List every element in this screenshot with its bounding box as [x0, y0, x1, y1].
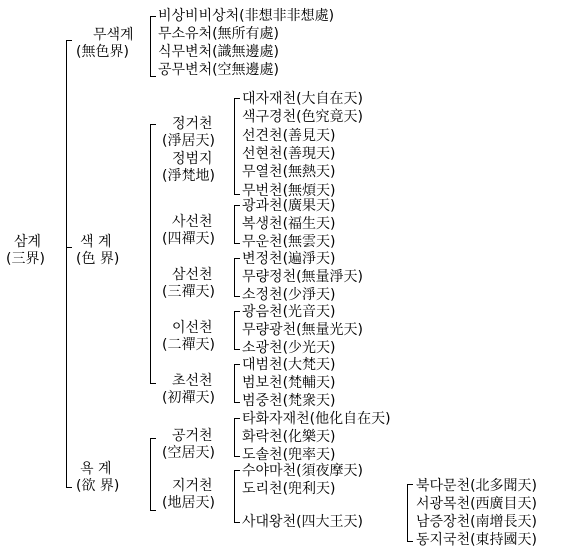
form-heaven: 복생천(福生天) — [242, 216, 336, 232]
heavenly-king: 서광목천(西廣目天) — [416, 496, 538, 512]
form-heaven: 대범천(大梵天) — [242, 357, 336, 373]
dhyana-name: 이선천 — [172, 320, 213, 336]
formless-heaven: 무소유처(無所有處) — [158, 26, 280, 42]
formless-heaven: 공무변처(空無邊處) — [158, 62, 280, 78]
form-heaven: 무운천(無雲天) — [242, 234, 336, 250]
form-heaven: 선현천(善現天) — [242, 146, 336, 162]
form-heaven: 광음천(光音天) — [242, 304, 336, 320]
form-heaven: 범보천(梵輔天) — [242, 375, 336, 391]
dhyana-name: 삼선천 — [172, 267, 213, 283]
ground-dwelling-name: 지거천 — [172, 478, 213, 494]
form-heaven: 무량정천(無量淨天) — [242, 269, 364, 285]
form-heaven: 소정천(少淨天) — [242, 287, 336, 303]
dhyana-hanja: (四禪天) — [162, 231, 215, 247]
form-realm-name: 색 계 — [80, 234, 112, 250]
dhyana-name: 정범지 — [172, 151, 213, 167]
form-heaven: 범중천(梵衆天) — [242, 393, 336, 409]
dhyana-hanja: (三禪天) — [162, 284, 215, 300]
form-heaven: 소광천(少光天) — [242, 340, 336, 356]
form-heaven: 선견천(善見天) — [242, 128, 336, 144]
form-realm-hanja: (色 界) — [76, 251, 120, 267]
root-hanja: (三界) — [6, 251, 45, 267]
formless-realm-hanja: (無色界) — [76, 44, 129, 60]
sky-dwelling-hanja: (空居天) — [162, 445, 215, 461]
desire-realm-name: 욕 계 — [80, 461, 112, 477]
formless-heaven: 비상비비상처(非想非非想處) — [158, 8, 335, 24]
dhyana-hanja: (淨梵地) — [162, 168, 215, 184]
desire-heaven: 도리천(兜利天) — [242, 481, 336, 497]
desire-realm-hanja: (欲 界) — [76, 478, 120, 494]
dhyana-hanja: (二禪天) — [162, 337, 215, 353]
ground-dwelling-hanja: (地居天) — [162, 495, 215, 511]
dhyana-name: 사선천 — [172, 214, 213, 230]
form-heaven: 색구경천(色究竟天) — [242, 109, 364, 125]
desire-heaven: 사대왕천(四大王天) — [242, 514, 364, 530]
heavenly-king: 동지국천(東持國天) — [416, 532, 538, 548]
dhyana-name: 정거천 — [172, 116, 213, 132]
desire-heaven: 화락천(化樂天) — [242, 429, 336, 445]
formless-realm-name: 무색계 — [93, 27, 134, 43]
form-heaven: 무번천(無煩天) — [242, 183, 336, 199]
form-heaven: 대자재천(大自在天) — [242, 91, 364, 107]
dhyana-name: 초선천 — [172, 373, 213, 389]
sky-dwelling-name: 공거천 — [172, 428, 213, 444]
formless-heaven: 식무변처(識無邊處) — [158, 44, 280, 60]
dhyana-hanja: (淨居天) — [162, 133, 215, 149]
form-heaven: 무량광천(無量光天) — [242, 322, 364, 338]
form-heaven: 광과천(廣果天) — [242, 198, 336, 214]
heavenly-king: 북다문천(北多聞天) — [416, 478, 538, 494]
desire-heaven: 도솔천(兜率天) — [242, 447, 336, 463]
desire-heaven: 타화자재천(他化自在天) — [242, 411, 391, 427]
heavenly-king: 남증장천(南增長天) — [416, 514, 538, 530]
root-name: 삼계 — [14, 234, 42, 250]
form-heaven: 무열천(無熱天) — [242, 164, 336, 180]
desire-heaven: 수야마천(須夜摩天) — [242, 463, 364, 479]
dhyana-hanja: (初禪天) — [162, 390, 215, 406]
form-heaven: 변정천(遍淨天) — [242, 251, 336, 267]
